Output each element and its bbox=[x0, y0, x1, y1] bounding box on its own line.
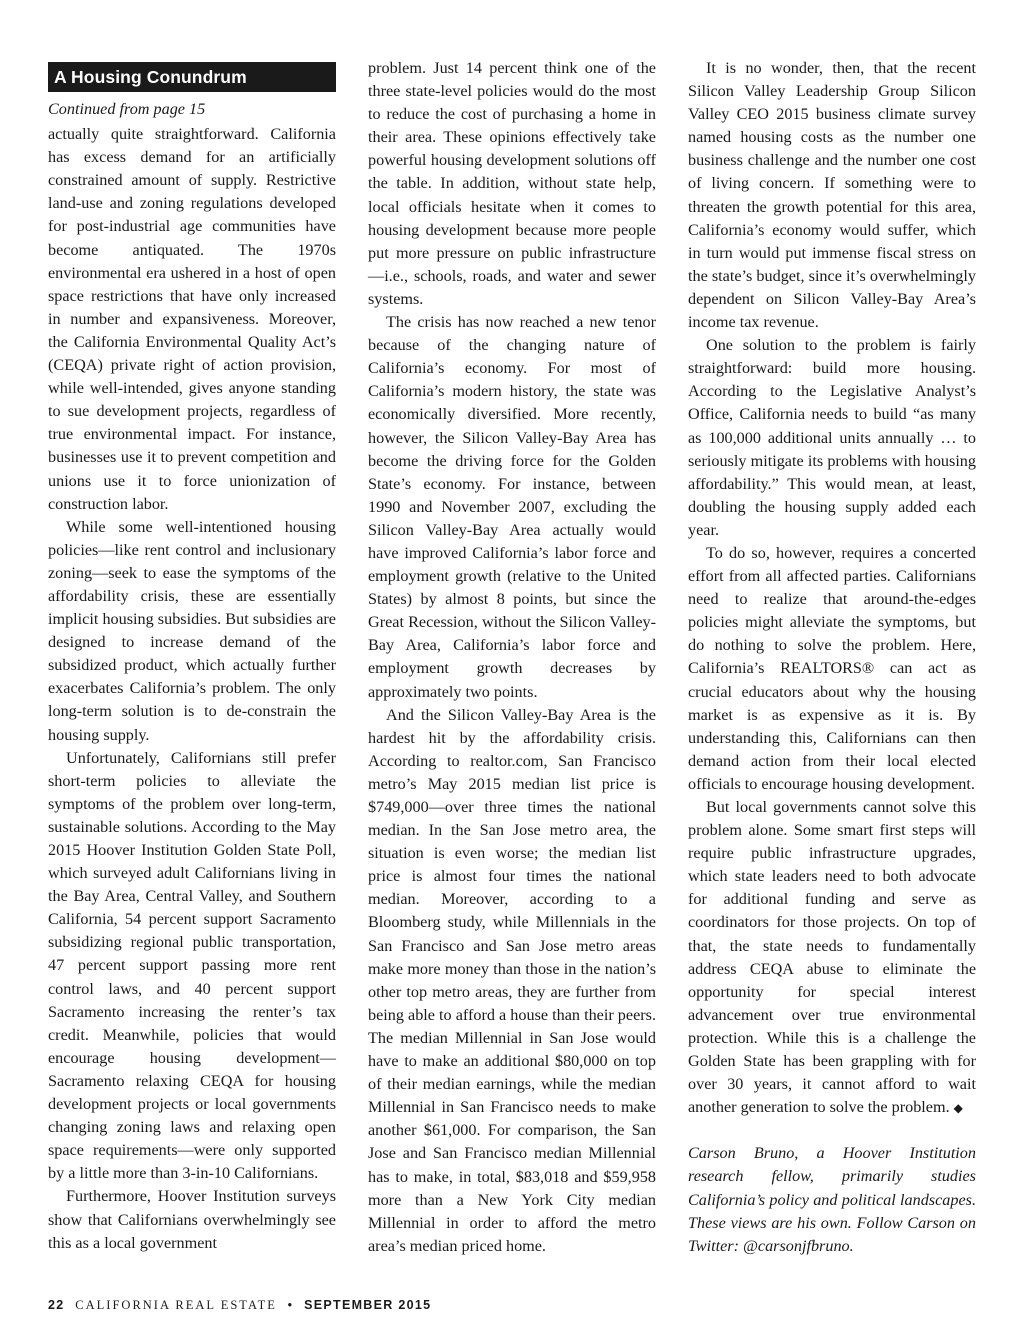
paragraph: It is no wonder, then, that the recent Silicon Valley Leadership Group Silicon Valley CEO 2015 business climate survey named housing costs as the number one business challenge and the number one cost of living concern. If something were to threaten the growth potential for this area, California’s economy would suffer, which in turn would put immense fiscal stress on the state’s budget, since it’s overwhelmingly dependent on Silicon Valley-Bay Area’s income tax revenue. bbox=[688, 59, 976, 332]
article-column-3 bbox=[688, 57, 976, 1258]
article-column-1 bbox=[48, 62, 336, 1255]
continued-note: Continued from page 15 bbox=[48, 100, 206, 118]
paragraph bbox=[688, 796, 976, 1120]
paragraph: Unfortunately, Californians still prefer short-term policies to alleviate the symptoms of the problem over long-term, sustainable solutions. According to the May 2015 Hoover Institution Golden State Poll, which surveyed adult Californians living in the Bay Area, Central Valley, and Southern California, 54 percent support Sacramento subsidizing regional public transportation, 47 percent support passing more rent control laws, and 40 percent support Sacramento increasing the renter’s tax credit. Meanwhile, policies that would encourage housing development—Sacramento relaxing CEQA for housing development projects or local governments changing zoning laws and relaxing open space requirements—were only supported by a little more than 3-in-10 Californians. bbox=[48, 748, 336, 1183]
section-title: A Housing Conundrum bbox=[48, 62, 336, 92]
article-column-2 bbox=[368, 57, 656, 1258]
paragraph: While some well-intentioned housing policies—like rent control and inclusionary zoning—seek to ease the symptoms of the affordability crisis, these are essentially implicit housing subsidies. But subsidies are designed to increase demand of the subsidized product, which actually further exacerbates California’s problem. The only long-term solution is to de-constrain the housing supply. bbox=[48, 517, 336, 744]
paragraph: actually quite straightforward. California has excess demand for an artificially constrained amount of supply. Restrictive land-use and zoning regulations developed for post-industrial age communities have become antiquated. The 1970s environmental era ushered in a host of open space restrictions that have only increased in number and expansiveness. Moreover, the California Environmental Quality Act’s (CEQA) private right of action provision, while well-intended, gives anyone standing to sue development projects, regardless of true environmental impact. For instance, businesses use it to prevent competition and unions use it to force unionization of construction labor. bbox=[48, 125, 336, 513]
end-mark-icon: ◆ bbox=[953, 1101, 963, 1116]
paragraph: One solution to the problem is fairly straightforward: build more housing. According to the Legislative Analyst’s Office, California needs to build “as many as 100,000 additional units annually … to seriously mitigate its problems with housing affordability.” This would mean, at least, doubling the housing supply added each year. bbox=[688, 336, 976, 539]
page-number: 22 bbox=[48, 1298, 65, 1312]
publication-name: CALIFORNIA REAL ESTATE bbox=[75, 1298, 277, 1312]
footer-separator: • bbox=[287, 1298, 294, 1312]
paragraph-text: But local governments cannot solve this problem alone. Some smart first steps will require public infrastructure upgrades, which state leaders need to both advocate for additional funding and serve as coordinators for those projects. On top of that, the state needs to fundamentally address CEQA abuse to eliminate the opportunity for special interest advancement over true environmental protection. While this is a challenge the Golden State has been grappling with for over 30 years, it cannot afford to wait another generation to solve the problem. bbox=[688, 798, 976, 1117]
paragraph: problem. Just 14 percent think one of the three state-level policies would do the most to reduce the cost of purchasing a home in their area. These opinions effectively take powerful housing development solutions off the table. In addition, without state help, local officials hesitate when it comes to housing development because more people put more pressure on public infrastructure—i.e., schools, roads, and water and sewer systems. bbox=[368, 59, 656, 308]
paragraph: And the Silicon Valley-Bay Area is the hardest hit by the affordability crisis. According to realtor.com, San Francisco metro’s May 2015 median list price is $749,000—over three times the national median. In the San Jose metro area, the situation is even worse; the median list price is almost four times the national median. Moreover, according to a Bloomberg study, while Millennials in the San Francisco and San Jose metro areas make more money than those in the nation’s other top metro areas, they are further from being able to afford a house than their peers. The median Millennial in San Jose would have to make an additional $80,000 on top of their median earnings, while the median Millennial in San Francisco needs to make another $61,000. For comparison, the San Jose and San Francisco median Millennial has to make, in total, $83,018 and $59,958 more than a New York City median Millennial in order to afford the metro area’s median priced home. bbox=[368, 705, 656, 1255]
author-bio: Carson Bruno, a Hoover Institution research fellow, primarily studies California’s policy and political landscapes. These views are his own. Follow Carson on Twitter: @carsonjfbruno. bbox=[688, 1144, 976, 1255]
paragraph: To do so, however, requires a concerted effort from all affected parties. Californians need to realize that around-the-edges policies might alleviate the symptoms, but do nothing to solve the problem. Here, California’s REALTORS® can act as crucial educators about why the housing market is as expensive as it is. By understanding this, Californians can then demand action from their local elected officials to encourage housing development. bbox=[688, 543, 976, 793]
page-footer bbox=[48, 1298, 431, 1313]
paragraph: The crisis has now reached a new tenor because of the changing nature of California’s economy. For most of California’s modern history, the state was economically diversified. More recently, however, the Silicon Valley-Bay Area has become the driving force for the Golden State’s economy. For instance, between 1990 and November 2007, excluding the Silicon Valley-Bay Area actually would have improved California’s labor force and employment growth (relative to the United States) by almost 8 points, but since the Great Recession, without the Silicon Valley-Bay Area, California’s labor force and employment growth decreases by approximately two points. bbox=[368, 313, 656, 701]
issue-date: SEPTEMBER 2015 bbox=[304, 1298, 432, 1312]
paragraph: Furthermore, Hoover Institution surveys show that Californians overwhelmingly see this as a local government bbox=[48, 1187, 336, 1252]
